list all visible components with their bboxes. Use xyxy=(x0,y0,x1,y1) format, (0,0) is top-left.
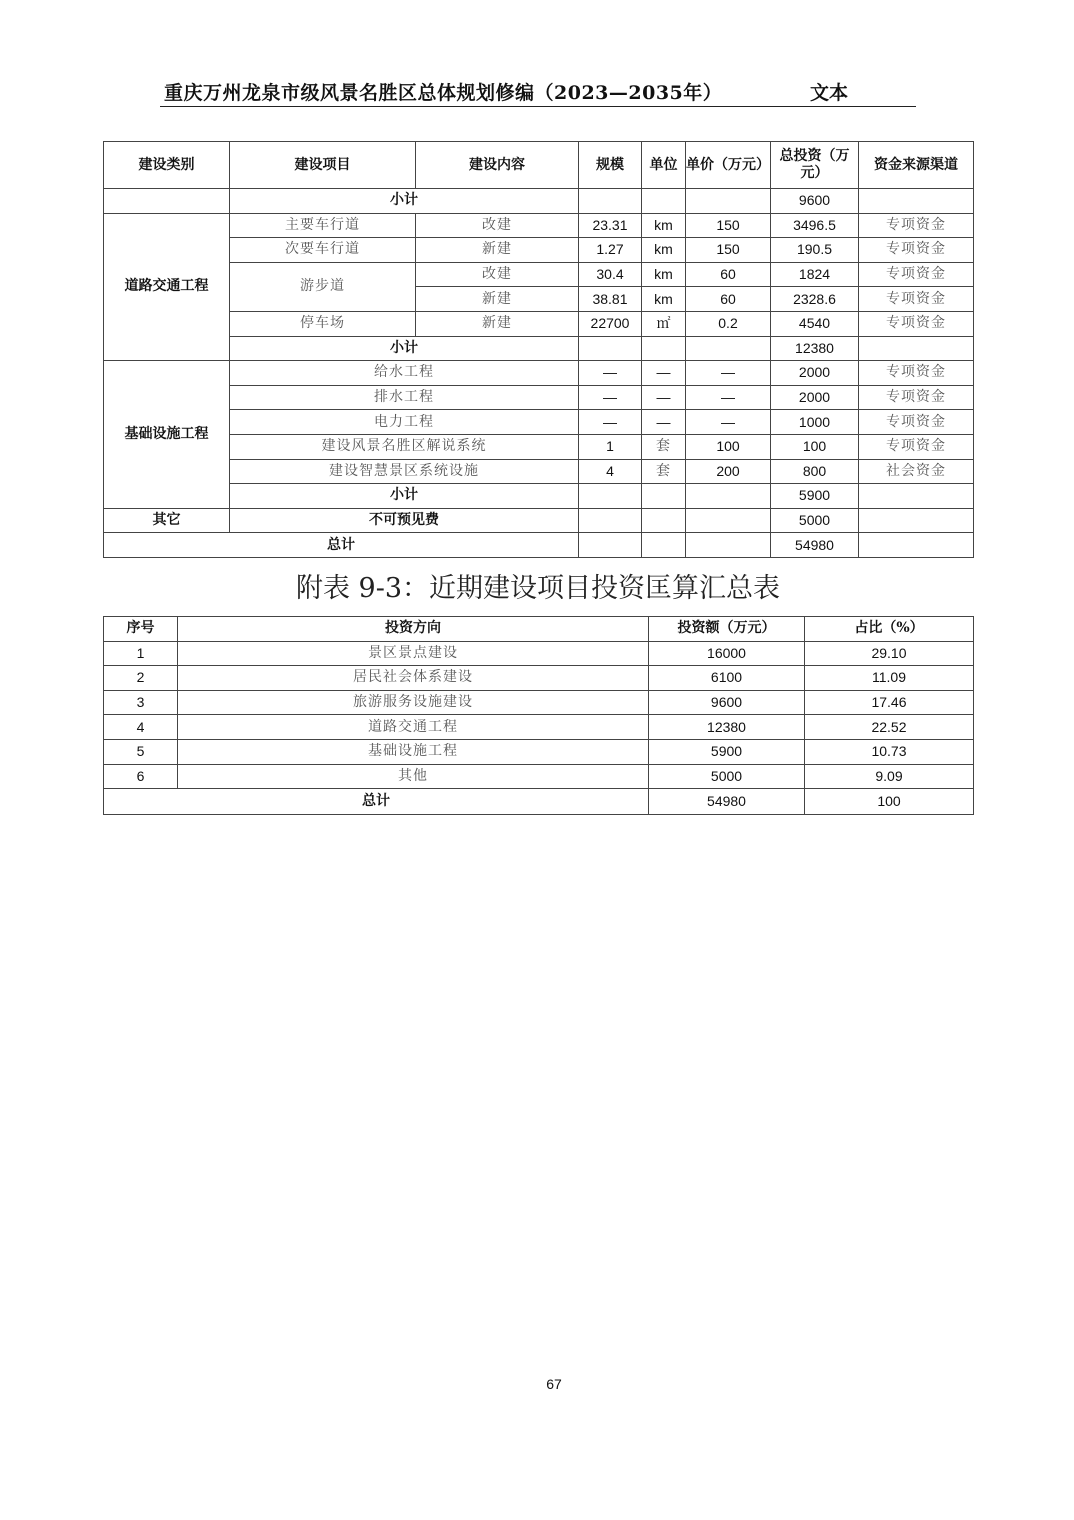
total-cell: 100 xyxy=(771,434,859,459)
table-row xyxy=(104,641,974,666)
price-cell: 150 xyxy=(686,238,771,263)
direction-cell: 道路交通工程 xyxy=(178,715,649,740)
header-doc-type: 文本 xyxy=(810,82,849,104)
total-cell: 2328.6 xyxy=(771,287,859,312)
unit-cell: 套 xyxy=(642,459,686,484)
content-cell: 新建 xyxy=(416,311,579,336)
direction-cell: 其他 xyxy=(178,764,649,789)
ratio-cell: 11.09 xyxy=(805,666,974,691)
amount-cell: 9600 xyxy=(649,690,805,715)
unit-cell: ㎡ xyxy=(642,311,686,336)
header-content: 建设内容 xyxy=(416,142,579,189)
project-cell: 建设智慧景区系统设施 xyxy=(230,459,579,484)
index-cell: 6 xyxy=(104,764,178,789)
unit-cell: km xyxy=(642,213,686,238)
header-scale: 规模 xyxy=(579,142,642,189)
ratio-cell: 9.09 xyxy=(805,764,974,789)
grand-total-row xyxy=(104,789,974,815)
scale-cell: 23.31 xyxy=(579,213,642,238)
scale-cell: 1 xyxy=(579,434,642,459)
table-row xyxy=(104,336,974,361)
header-ratio: 占比（%） xyxy=(805,617,974,642)
table-row xyxy=(104,238,974,263)
table-header-row xyxy=(104,617,974,642)
category-cell: 道路交通工程 xyxy=(104,213,230,361)
total-cell: 2000 xyxy=(771,385,859,410)
table-row xyxy=(104,715,974,740)
scale-cell: 30.4 xyxy=(579,262,642,287)
direction-cell: 居民社会体系建设 xyxy=(178,666,649,691)
project-cell: 排水工程 xyxy=(230,385,579,410)
grand-total-ratio: 100 xyxy=(805,789,974,815)
ratio-cell: 17.46 xyxy=(805,690,974,715)
price-cell: 200 xyxy=(686,459,771,484)
subtotal-value: 9600 xyxy=(771,189,859,214)
unit-cell: km xyxy=(642,238,686,263)
category-cell: 基础设施工程 xyxy=(104,361,230,509)
table-row xyxy=(104,262,974,287)
header-total: 总投资（万元） xyxy=(771,142,859,189)
table-row xyxy=(104,385,974,410)
project-cell: 游步道 xyxy=(230,262,416,311)
header-title: 重庆万州龙泉市级风景名胜区总体规划修编（2023—2035年） xyxy=(164,82,723,104)
scale-cell: — xyxy=(579,361,642,386)
header-category: 建设类别 xyxy=(104,142,230,189)
table-caption: 附表 9-3：近期建设项目投资匡算汇总表 xyxy=(295,573,781,604)
index-cell: 3 xyxy=(104,690,178,715)
funding-cell: 专项资金 xyxy=(859,238,974,263)
total-cell: 4540 xyxy=(771,311,859,336)
subtotal-label: 小计 xyxy=(230,336,579,361)
total-cell: 190.5 xyxy=(771,238,859,263)
funding-cell: 专项资金 xyxy=(859,385,974,410)
funding-cell: 专项资金 xyxy=(859,262,974,287)
scale-cell: 38.81 xyxy=(579,287,642,312)
direction-cell: 基础设施工程 xyxy=(178,739,649,764)
table-header-row xyxy=(104,142,974,189)
category-cell: 其它 xyxy=(104,508,230,533)
price-cell: 100 xyxy=(686,434,771,459)
index-cell: 1 xyxy=(104,641,178,666)
funding-cell: 专项资金 xyxy=(859,410,974,435)
price-cell: — xyxy=(686,361,771,386)
price-cell: 60 xyxy=(686,287,771,312)
content-cell: 改建 xyxy=(416,262,579,287)
funding-cell: 专项资金 xyxy=(859,434,974,459)
scale-cell: 22700 xyxy=(579,311,642,336)
table-row xyxy=(104,434,974,459)
grand-total-label: 总计 xyxy=(104,533,579,558)
total-cell: 1000 xyxy=(771,410,859,435)
content-cell: 改建 xyxy=(416,213,579,238)
table-row xyxy=(104,213,974,238)
table-row xyxy=(104,764,974,789)
amount-cell: 16000 xyxy=(649,641,805,666)
ratio-cell: 29.10 xyxy=(805,641,974,666)
ratio-cell: 22.52 xyxy=(805,715,974,740)
total-cell: 5000 xyxy=(771,508,859,533)
index-cell: 2 xyxy=(104,666,178,691)
subtotal-value: 5900 xyxy=(771,484,859,509)
project-cell: 次要车行道 xyxy=(230,238,416,263)
price-cell: 60 xyxy=(686,262,771,287)
funding-cell: 专项资金 xyxy=(859,287,974,312)
table-row xyxy=(104,311,974,336)
amount-cell: 6100 xyxy=(649,666,805,691)
table-row xyxy=(104,508,974,533)
total-cell: 2000 xyxy=(771,361,859,386)
grand-total-label: 总计 xyxy=(104,789,649,815)
grand-total-row xyxy=(104,533,974,558)
subtotal-value: 12380 xyxy=(771,336,859,361)
header-funding: 资金来源渠道 xyxy=(859,142,974,189)
direction-cell: 景区景点建设 xyxy=(178,641,649,666)
project-cell: 不可预见费 xyxy=(230,508,579,533)
project-cell: 主要车行道 xyxy=(230,213,416,238)
index-cell: 4 xyxy=(104,715,178,740)
scale-cell: — xyxy=(579,385,642,410)
total-cell: 800 xyxy=(771,459,859,484)
project-cell: 电力工程 xyxy=(230,410,579,435)
header-index: 序号 xyxy=(104,617,178,642)
total-cell: 3496.5 xyxy=(771,213,859,238)
price-cell: — xyxy=(686,385,771,410)
unit-cell: — xyxy=(642,361,686,386)
table-row xyxy=(104,459,974,484)
header-project: 建设项目 xyxy=(230,142,416,189)
project-cell: 建设风景名胜区解说系统 xyxy=(230,434,579,459)
ratio-cell: 10.73 xyxy=(805,739,974,764)
total-cell: 1824 xyxy=(771,262,859,287)
funding-cell: 专项资金 xyxy=(859,213,974,238)
table-row xyxy=(104,484,974,509)
unit-cell: — xyxy=(642,410,686,435)
funding-cell: 专项资金 xyxy=(859,311,974,336)
content-cell: 新建 xyxy=(416,238,579,263)
funding-cell: 社会资金 xyxy=(859,459,974,484)
grand-total-value: 54980 xyxy=(771,533,859,558)
header-price: 单价（万元） xyxy=(686,142,771,189)
investment-summary-table xyxy=(103,616,974,815)
table-row xyxy=(104,666,974,691)
header-amount: 投资额（万元） xyxy=(649,617,805,642)
header-unit: 单位 xyxy=(642,142,686,189)
subtotal-label: 小计 xyxy=(230,484,579,509)
table-row xyxy=(104,739,974,764)
amount-cell: 5000 xyxy=(649,764,805,789)
project-cell: 给水工程 xyxy=(230,361,579,386)
unit-cell: — xyxy=(642,385,686,410)
scale-cell: — xyxy=(579,410,642,435)
construction-investment-table xyxy=(103,141,974,558)
price-cell: 0.2 xyxy=(686,311,771,336)
direction-cell: 旅游服务设施建设 xyxy=(178,690,649,715)
index-cell: 5 xyxy=(104,739,178,764)
project-cell: 停车场 xyxy=(230,311,416,336)
scale-cell: 1.27 xyxy=(579,238,642,263)
scale-cell: 4 xyxy=(579,459,642,484)
table-row xyxy=(104,189,974,214)
table-row xyxy=(104,410,974,435)
grand-total-amount: 54980 xyxy=(649,789,805,815)
page-header xyxy=(160,78,916,107)
table-row xyxy=(104,361,974,386)
price-cell: — xyxy=(686,410,771,435)
subtotal-label: 小计 xyxy=(230,189,579,214)
amount-cell: 5900 xyxy=(649,739,805,764)
header-direction: 投资方向 xyxy=(178,617,649,642)
table-row xyxy=(104,690,974,715)
price-cell: 150 xyxy=(686,213,771,238)
funding-cell: 专项资金 xyxy=(859,361,974,386)
amount-cell: 12380 xyxy=(649,715,805,740)
unit-cell: km xyxy=(642,287,686,312)
unit-cell: 套 xyxy=(642,434,686,459)
unit-cell: km xyxy=(642,262,686,287)
content-cell: 新建 xyxy=(416,287,579,312)
page-number: 67 xyxy=(546,1376,562,1392)
